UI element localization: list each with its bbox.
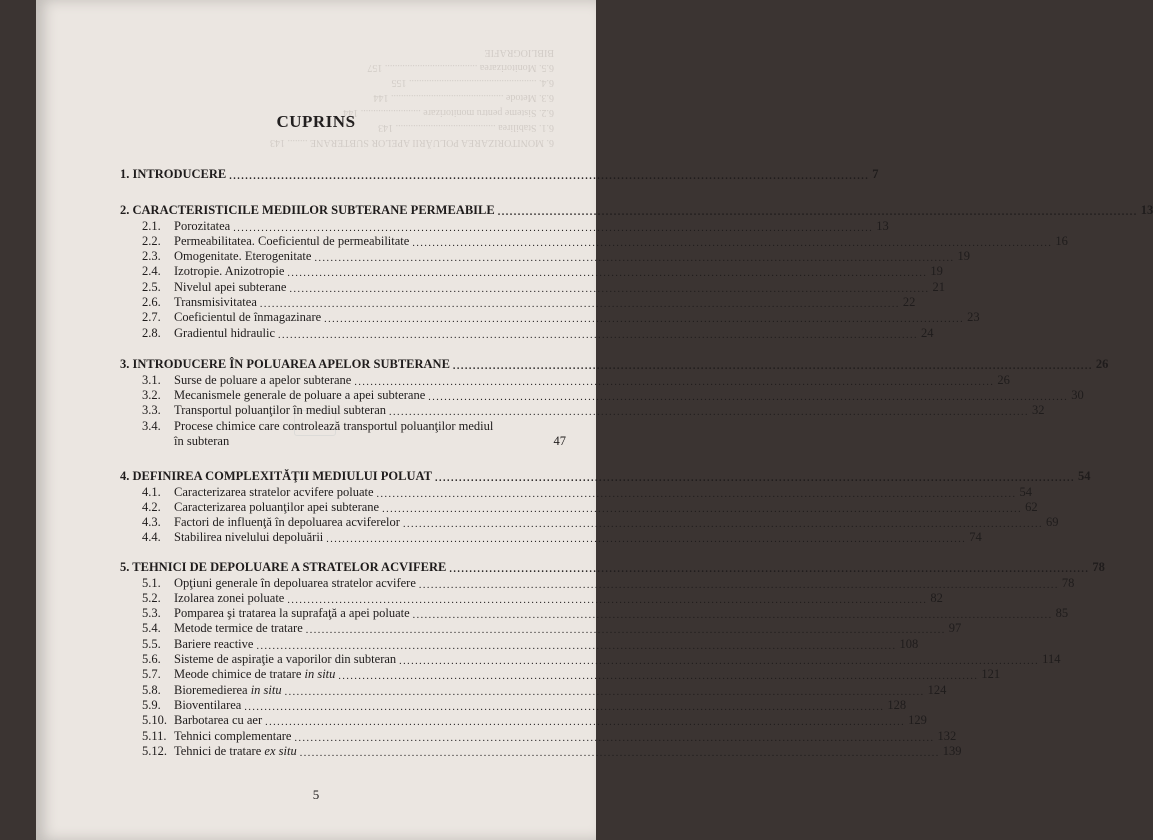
subsection-number: 2.8.	[142, 325, 161, 340]
subsection-title-italic: in situ	[250, 682, 282, 697]
subsection-title-italic: in situ	[304, 667, 336, 682]
subsection-title: Tehnici complementare	[174, 728, 292, 743]
subsection-label	[142, 576, 416, 591]
leader-dots: ................................................................................................................................................................	[229, 171, 870, 183]
bleed-line: 6. MONITORIZAREA POLUĂRII APELOR SUBTERANE ........ 143	[270, 137, 554, 148]
leader-dots: ................................................................................................................................................................	[412, 610, 1053, 622]
subsection-title: Gradientul hidraulic	[174, 325, 276, 340]
subsection-label	[142, 606, 410, 621]
subsection-page: 129	[908, 713, 927, 728]
subsection-label	[142, 667, 335, 682]
subsection-number: 5.11.	[142, 728, 167, 743]
subsection-label	[142, 500, 379, 515]
subsection-title: Izotropie. Anizotropie	[174, 264, 285, 279]
leader-dots: ................................................................................................................................................................	[326, 534, 967, 546]
toc-subsection-entry[interactable]	[120, 682, 947, 698]
subsection-number: 5.10.	[142, 713, 167, 728]
leader-dots: ................................................................................................................................................................	[382, 503, 1023, 515]
subsection-label	[142, 698, 241, 713]
subsection-label	[142, 403, 386, 418]
toc-chapter-entry[interactable]	[120, 167, 879, 183]
subsection-number: 2.4.	[142, 264, 161, 279]
subsection-label	[142, 326, 275, 341]
leader-dots: ................................................................................................................................................................	[402, 519, 1043, 531]
toc-subsection-entry[interactable]	[120, 372, 1010, 388]
toc-subsection-entry[interactable]	[120, 419, 566, 449]
subsection-page: 30	[1071, 387, 1084, 402]
subsection-number: 2.5.	[142, 279, 161, 294]
subsection-number: 5.12.	[142, 743, 167, 758]
toc-subsection-entry[interactable]	[120, 636, 919, 652]
page-title: CUPRINS	[276, 112, 356, 131]
toc-subsection-entry[interactable]	[120, 713, 927, 729]
toc-section	[120, 357, 1109, 449]
leader-dots: ................................................................................................................................................................	[354, 376, 995, 388]
subsection-label	[142, 652, 396, 667]
subsection-title: Coeficientul de înmagazinare	[174, 310, 322, 325]
bleed-line: BIBLIOGRAFIE	[484, 47, 554, 58]
subsection-number: 5.1.	[142, 575, 161, 590]
book-page	[36, 0, 1153, 840]
subsection-title: Procese chimice care controlează transportul poluanţilor mediul	[174, 419, 494, 434]
subsection-label	[142, 280, 286, 295]
subsection-title: Bariere reactive	[174, 636, 254, 651]
subsection-page: 22	[902, 295, 916, 310]
subsection-title: Izolarea zonei poluate	[174, 590, 285, 605]
subsection-number: 2.2.	[142, 233, 161, 248]
subsection-title: Bioremedierea	[174, 682, 248, 697]
leader-dots: ................................................................................................................................................................	[289, 283, 930, 295]
subsection-label	[142, 388, 425, 403]
subsection-page: 108	[899, 636, 919, 651]
subsection-page: 121	[981, 667, 1001, 682]
subsection-number: 4.4.	[142, 530, 161, 545]
subsection-number: 5.4.	[142, 621, 161, 636]
toc-subsection-entry[interactable]	[120, 515, 1059, 531]
subsection-label	[142, 713, 262, 728]
chapter-page: 13	[1140, 203, 1153, 218]
chapter-title: 5. TEHNICI DE DEPOLUARE A STRATELOR ACVIFERE	[120, 560, 447, 575]
subsection-title: Mecanismele generale de poluare a apei subterane	[174, 387, 426, 402]
leader-dots: ................................................................................................................................................................	[434, 473, 1075, 485]
leader-dots: ................................................................................................................................................................	[497, 207, 1138, 219]
subsection-page: 54	[1019, 484, 1033, 499]
leader-dots: ................................................................................................................................................................	[418, 579, 1059, 591]
chapter-title: 3. INTRODUCERE ÎN POLUAREA APELOR SUBTERANE	[120, 357, 450, 372]
leader-dots: ................................................................................................................................................................	[299, 747, 940, 759]
subsection-title: Transportul poluanţilor în mediul subteran	[174, 403, 387, 418]
leader-dots: ................................................................................................................................................................	[449, 564, 1090, 576]
subsection-title: Stabilirea nivelului depoluării	[174, 530, 324, 545]
leader-dots: ................................................................................................................................................................	[399, 656, 1040, 668]
subsection-page: 13	[876, 218, 889, 233]
subsection-label	[142, 485, 374, 500]
toc-subsection-entry[interactable]	[120, 264, 943, 280]
toc-subsection-entry[interactable]	[120, 621, 962, 637]
toc-section	[120, 167, 879, 183]
leader-dots: ................................................................................................................................................................	[294, 732, 935, 744]
leader-dots: ................................................................................................................................................................	[412, 237, 1053, 249]
subsection-page: 23	[967, 310, 980, 325]
toc-subsection-entry[interactable]	[120, 575, 1075, 591]
leader-dots: ................................................................................................................................................................	[376, 488, 1017, 500]
toc-subsection-entry[interactable]	[120, 590, 943, 606]
subsection-number: 3.2.	[142, 387, 161, 402]
toc-section	[120, 469, 1091, 546]
subsection-page: 82	[930, 590, 943, 605]
subsection-number: 2.6.	[142, 295, 161, 310]
subsection-page: 114	[1042, 652, 1061, 667]
leader-dots: ................................................................................................................................................................	[259, 299, 900, 311]
leader-dots: ................................................................................................................................................................	[265, 717, 906, 729]
toc-subsection-entry[interactable]	[120, 697, 907, 713]
toc-subsection-entry[interactable]	[120, 667, 1001, 683]
subsection-page: 16	[1055, 233, 1068, 248]
subsection-number: 5.8.	[142, 682, 161, 697]
leader-dots: ................................................................................................................................................................	[287, 268, 928, 280]
subsection-label	[142, 637, 253, 652]
subsection-title: Factori de influenţă în depoluarea acviferelor	[174, 515, 400, 530]
subsection-line	[142, 419, 566, 434]
subsection-title: Porozitatea	[174, 218, 231, 233]
subsection-label	[142, 530, 323, 545]
subsection-label	[142, 249, 311, 264]
leader-dots: ................................................................................................................................................................	[244, 701, 885, 713]
subsection-page: 78	[1061, 575, 1075, 590]
subsection-page: 47	[553, 434, 566, 449]
subsection-number: 5.5.	[142, 636, 161, 651]
toc-subsection-entry[interactable]	[120, 233, 1068, 249]
subsection-title: Transmisivitatea	[174, 295, 257, 310]
leader-dots: ................................................................................................................................................................	[256, 640, 897, 652]
chapter-page: 78	[1092, 560, 1105, 575]
subsection-page: 139	[942, 743, 962, 758]
subsection-number: 2.3.	[142, 249, 161, 264]
subsection-title: Meode chimice de tratare	[174, 667, 302, 682]
subsection-number: 4.1.	[142, 484, 161, 499]
subsection-page: 19	[930, 264, 943, 279]
bleed-line: 6.4. ................................................... 155	[391, 77, 554, 88]
subsection-page: 124	[927, 682, 947, 697]
bleed-line: 6.1. Stabilirea ........................................ 143	[378, 122, 554, 133]
leader-dots: ................................................................................................................................................................	[314, 253, 955, 265]
subsection-page: 132	[937, 728, 957, 743]
subsection-page: 32	[1032, 403, 1045, 418]
subsection-title: Barbotarea cu aer	[174, 713, 263, 728]
subsection-page: 19	[957, 249, 970, 264]
subsection-label	[142, 683, 282, 698]
subsection-page: 85	[1055, 606, 1069, 621]
subsection-page: 21	[932, 279, 945, 294]
subsection-label	[142, 729, 291, 744]
subsection-title: Surse de poluare a apelor subterane	[174, 372, 352, 387]
subsection-title: Bioventilarea	[174, 697, 242, 712]
leader-dots: ................................................................................................................................................................	[428, 391, 1069, 403]
leader-dots: ................................................................................................................................................................	[338, 671, 979, 683]
subsection-number: 5.9.	[142, 697, 161, 712]
bleed-line: 6.2. Sisteme pentru monitorizare ........................ 144	[343, 107, 554, 118]
subsection-label	[142, 264, 284, 279]
toc-subsection-entry[interactable]	[120, 499, 1038, 515]
subsection-number: 3.4.	[142, 419, 161, 434]
subsection-page: 97	[948, 621, 962, 636]
bleed-line: 6.5. Monitorizarea ..................................... 157	[367, 62, 554, 73]
chapter-title: 2. CARACTERISTICILE MEDIILOR SUBTERANE PERMEABILE	[120, 203, 495, 218]
toc-subsection-entry[interactable]	[120, 403, 1045, 419]
subsection-label	[142, 744, 297, 759]
subsection-label	[142, 621, 303, 636]
chapter-title: 4. DEFINIREA COMPLEXITĂŢII MEDIULUI POLUAT	[120, 469, 432, 484]
toc-subsection-entry[interactable]	[120, 484, 1033, 500]
subsection-number: 3.1.	[142, 372, 161, 387]
subsection-page: 26	[997, 372, 1010, 387]
toc-chapter-entry[interactable]	[120, 469, 1091, 485]
subsection-title: Metode termice de tratare	[174, 621, 303, 636]
subsection-number: 5.2.	[142, 590, 161, 605]
subsection-label	[142, 219, 230, 234]
subsection-number: 5.3.	[142, 606, 161, 621]
subsection-page: 24	[921, 325, 934, 340]
subsection-title: Pomparea şi tratarea la suprafaţă a apei poluate	[174, 606, 410, 621]
subsection-title: Omogenitate. Eterogenitate	[174, 249, 312, 264]
subsection-line	[142, 434, 566, 449]
leader-dots: ................................................................................................................................................................	[452, 361, 1093, 373]
subsection-number: 4.3.	[142, 515, 161, 530]
subsection-title: Caracterizarea stratelor acvifere poluate	[174, 484, 374, 499]
toc-subsection-entry[interactable]	[120, 325, 934, 341]
page-number: 5	[312, 787, 320, 802]
toc-chapter-entry[interactable]	[120, 357, 1109, 373]
subsection-label	[142, 515, 400, 530]
subsection-page: 62	[1025, 499, 1038, 514]
subsection-page: 74	[969, 530, 982, 545]
subsection-title: Tehnici de tratare	[174, 743, 262, 758]
toc-subsection-entry[interactable]	[120, 218, 889, 234]
leader-dots: ................................................................................................................................................................	[233, 222, 874, 234]
toc-subsection-entry[interactable]	[120, 295, 916, 311]
subsection-number: 5.7.	[142, 667, 161, 682]
toc-subsection-entry[interactable]	[120, 652, 1061, 668]
chapter-page: 26	[1095, 357, 1109, 372]
subsection-number: 2.7.	[142, 310, 161, 325]
subsection-title: Nivelul apei subterane	[174, 279, 287, 294]
subsection-number: 2.1.	[142, 218, 161, 233]
subsection-number: 3.3.	[142, 403, 161, 418]
toc-section	[120, 560, 1105, 759]
subsection-label	[142, 234, 409, 249]
leader-dots: ................................................................................................................................................................	[305, 625, 946, 637]
toc-subsection-entry[interactable]	[120, 728, 957, 744]
toc-subsection-entry[interactable]	[120, 387, 1084, 403]
subsection-page: 69	[1045, 515, 1059, 530]
leader-dots: ................................................................................................................................................................	[287, 594, 928, 606]
chapter-page: 7	[872, 167, 879, 182]
subsection-title: Permeabilitatea. Coeficientul de permeabilitate	[174, 233, 410, 248]
chapter-page: 54	[1077, 469, 1091, 484]
subsection-label	[142, 373, 351, 388]
leader-dots: ................................................................................................................................................................	[284, 686, 925, 698]
leader-dots: ................................................................................................................................................................	[389, 407, 1030, 419]
subsection-title: Caracterizarea poluanţilor apei subterane	[174, 499, 380, 514]
bleed-through-text	[114, 40, 554, 150]
subsection-title-cont: în subteran	[174, 434, 230, 449]
toc-subsection-entry[interactable]	[120, 310, 980, 326]
toc-subsection-entry[interactable]	[120, 249, 970, 265]
toc-chapter-entry[interactable]	[120, 560, 1105, 576]
bleed-line: 6.3. Metode ............................................. 144	[373, 92, 554, 103]
toc-subsection-entry[interactable]	[120, 743, 962, 759]
subsection-page: 128	[887, 697, 907, 712]
subsection-title-italic: ex situ	[264, 743, 297, 758]
toc-subsection-entry[interactable]	[120, 530, 982, 546]
leader-dots: ................................................................................................................................................................	[278, 329, 919, 341]
subsection-number: 4.2.	[142, 499, 161, 514]
subsection-title: Opţiuni generale în depoluarea stratelor acvifere	[174, 575, 416, 590]
toc-subsection-entry[interactable]	[120, 279, 945, 295]
subsection-label	[142, 591, 284, 606]
toc-section	[120, 203, 1153, 341]
subsection-number: 5.6.	[142, 652, 161, 667]
leader-dots: ................................................................................................................................................................	[324, 314, 965, 326]
toc-chapter-entry[interactable]	[120, 203, 1153, 219]
chapter-title: 1. INTRODUCERE	[120, 167, 227, 182]
subsection-title: Sisteme de aspiraţie a vaporilor din subteran	[174, 652, 397, 667]
subsection-label	[142, 310, 321, 325]
subsection-label	[142, 295, 257, 310]
toc-subsection-entry[interactable]	[120, 606, 1069, 622]
